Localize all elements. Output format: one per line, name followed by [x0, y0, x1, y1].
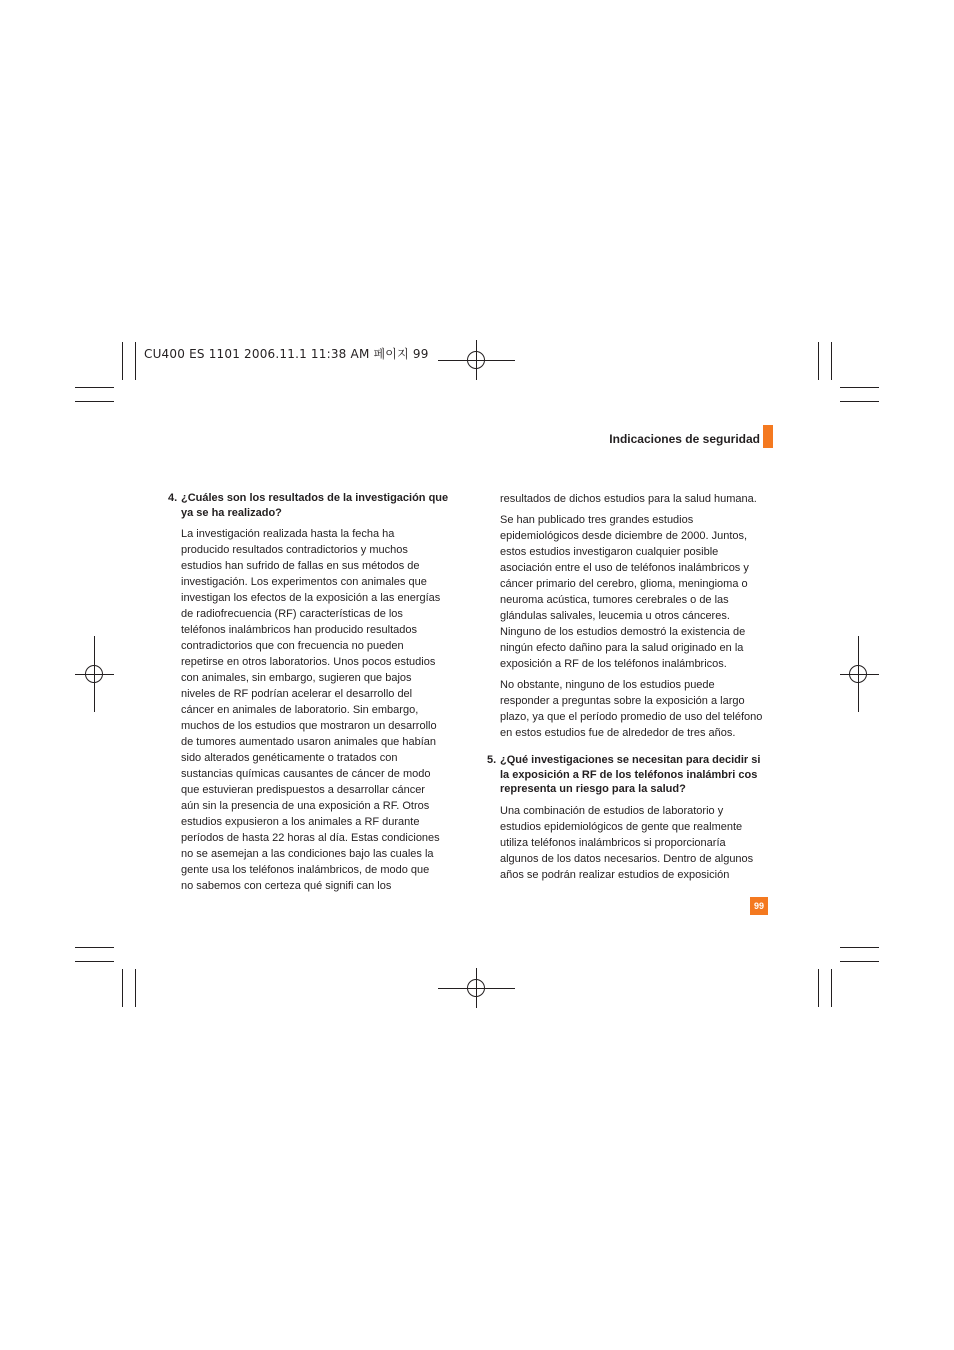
question-4-line: ya se ha realizado?: [181, 506, 282, 519]
text-line: responder a preguntas sobre la exposición a largo: [500, 695, 745, 707]
text-line: sustancias químicas causantes de cáncer de modo: [181, 768, 431, 780]
text-line: asociación entre el uso de teléfonos inalámbricos y: [500, 562, 749, 574]
text-line: Se han publicado tres grandes estudios: [500, 514, 694, 526]
crop-mark-line: [122, 342, 123, 380]
page-number-badge: 99: [750, 897, 768, 915]
registration-mark-icon: [467, 351, 485, 369]
text-line: que estuvieran predispuestos a desarrollar cáncer: [181, 784, 425, 796]
text-line: en estos estudios fue de alrededor de tres años.: [500, 727, 736, 739]
answer-5-paragraph: [487, 803, 777, 883]
text-line: No obstante, ninguno de los estudios puede: [500, 679, 715, 691]
text-line: teléfonos inalámbricos han producido resultados: [181, 624, 418, 636]
crop-mark-line: [75, 401, 114, 402]
question-5-line: representa un riesgo para la salud?: [500, 783, 686, 795]
text-line: glándulas salivales, leucemia u otros cánceres.: [500, 610, 730, 622]
crop-mark-line: [831, 969, 832, 1007]
text-line: niveles de RF podrían acelerar el desarrollo del: [181, 688, 413, 700]
print-slug: CU400 ES 1101 2006.11.1 11:38 AM 페이지 99: [144, 347, 429, 361]
text-line: producido resultados contradictorios y muchos: [181, 544, 408, 556]
text-line: con animales, sin embargo, sugieren que bajos: [181, 672, 412, 684]
text-line: exposición a RF de los teléfonos inalámbricos.: [500, 658, 727, 670]
text-line: estos estudios investigaron cualquier posible: [500, 546, 719, 558]
text-line: estudios expusieron a los animales a RF durante: [181, 816, 420, 828]
text-line: contradictorios que con frecuencia no pueden: [181, 640, 404, 652]
question-4-line: ¿Cuáles son los resultados de la investigación que: [181, 492, 449, 504]
text-line: de tumores aumentado usaron animales que habían: [181, 736, 437, 748]
crop-mark-line: [135, 969, 136, 1007]
text-line: La investigación realizada hasta la fecha ha: [181, 528, 395, 540]
text-line: estudios epidemiológicos de gente que realmente: [500, 820, 743, 833]
text-line: investigación. Los experimentos con animales que: [181, 576, 427, 588]
long-term-paragraph: [487, 677, 777, 741]
crop-mark-line: [840, 387, 879, 388]
text-line: cáncer en animales de laboratorio. Sin embargo,: [181, 704, 419, 716]
text-line: ningún efecto dañino para la salud originado en la: [500, 642, 744, 654]
crop-mark-line: [840, 947, 879, 948]
question-5-line: la exposición a RF de los teléfonos inalámbri cos: [500, 768, 758, 781]
crop-mark-line: [818, 342, 819, 380]
section-tab-marker: [763, 425, 773, 448]
text-line: Una combinación de estudios de laboratorio y: [500, 804, 724, 817]
text-line: neuroma acústica, tumores cerebrales o de las: [500, 594, 729, 606]
text-line: períodos de hasta 22 horas al día. Estas condiciones: [181, 832, 440, 844]
text-line: estudios han sufrido de fallas en sus métodos de: [181, 560, 420, 572]
continuation-paragraph: [487, 491, 777, 507]
crop-mark-line: [75, 961, 114, 962]
registration-mark-icon: [849, 665, 867, 683]
left-column: [168, 491, 458, 899]
text-line: algunos de los datos necesarios. Dentro de algunos: [500, 852, 754, 865]
section-header: Indicaciones de seguridad: [609, 432, 760, 446]
right-column: [487, 491, 777, 888]
text-line: utiliza teléfonos inalámbricos si proporcionaría: [500, 836, 726, 849]
crop-mark-line: [840, 961, 879, 962]
question-4-number: 4.: [168, 492, 178, 504]
crop-mark-line: [831, 342, 832, 380]
text-line: resultados de dichos estudios para la salud humana.: [500, 493, 757, 505]
crop-mark-line: [122, 969, 123, 1007]
text-line: gente usa los teléfonos inalámbricos, de modo que: [181, 864, 430, 876]
text-line: cáncer primario del cerebro, glioma, meningioma o: [500, 578, 748, 590]
text-line: no sabemos con certeza qué signifi can los: [181, 880, 392, 892]
question-4: [168, 491, 458, 520]
answer-4-paragraph: [168, 526, 458, 894]
text-line: muchos de los estudios que mostraron un desarrollo: [181, 720, 437, 732]
crop-mark-line: [840, 401, 879, 402]
registration-mark-icon: [85, 665, 103, 683]
crop-mark-line: [75, 387, 114, 388]
text-line: repetirse en otros laboratorios. Unos pocos estudios: [181, 656, 436, 668]
crop-mark-line: [818, 969, 819, 1007]
text-line: años se podrán realizar estudios de exposición: [500, 868, 730, 881]
text-line: aún sin la presencia de una exposición a RF. Otros: [181, 800, 430, 812]
studies-paragraph: [487, 512, 777, 672]
text-line: investigan los efectos de la exposición a las energías: [181, 592, 441, 604]
question-5: [487, 753, 777, 797]
question-5-number: 5.: [487, 754, 497, 766]
text-line: epidemiológicos desde diciembre de 2000. Juntos,: [500, 530, 748, 542]
crop-mark-line: [135, 342, 136, 380]
registration-mark-icon: [467, 979, 485, 997]
question-5-line: ¿Qué investigaciones se necesitan para decidir si: [500, 754, 761, 766]
text-line: sido alterados genéticamente o tratados con: [181, 752, 398, 764]
text-line: no se asemejan a las condiciones bajo las cuales la: [181, 848, 434, 860]
text-line: Ninguno de los estudios demostró la existencia de: [500, 626, 746, 638]
text-line: plazo, ya que el período promedio de uso del teléfono: [500, 711, 763, 723]
text-line: de radiofrecuencia (RF) características de los: [181, 608, 403, 620]
crop-mark-line: [75, 947, 114, 948]
